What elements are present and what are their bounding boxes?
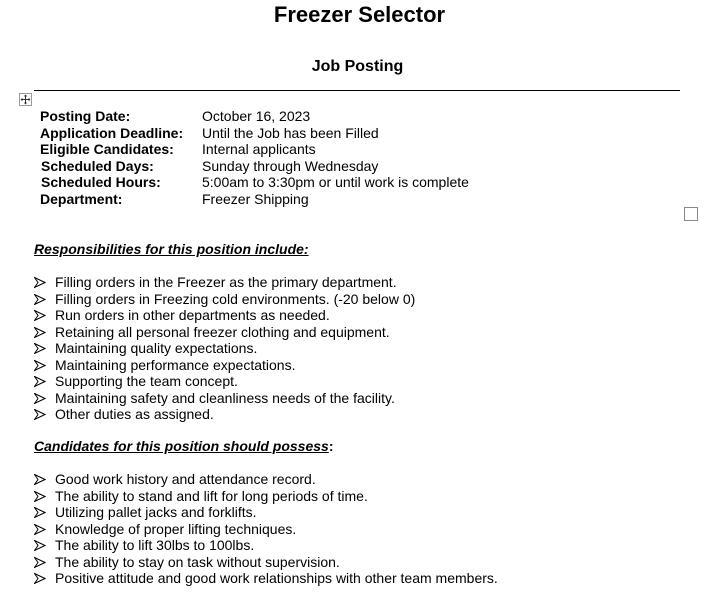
arrowhead-bullet-icon (34, 557, 46, 568)
arrowhead-bullet-icon (34, 474, 46, 485)
detail-label: Department: (40, 190, 123, 207)
header-divider (34, 90, 680, 91)
list-item-text: Maintaining safety and cleanliness needs of the facility. (55, 389, 395, 406)
document-subtitle: Job Posting (311, 58, 404, 75)
list-item-text: Filling orders in the Freezer as the primary department. (55, 274, 397, 290)
arrowhead-bullet-icon (34, 360, 46, 371)
detail-label: Eligible Candidates: (40, 141, 174, 157)
list-item-text: Retaining all personal freezer clothing and equipment. (55, 323, 390, 340)
list-item-text: Utilizing pallet jacks and forklifts. (55, 504, 257, 520)
responsibilities-heading (34, 241, 309, 258)
detail-label: Application Deadline: (40, 124, 184, 141)
list-item-text: The ability to lift 30lbs to 100lbs. (55, 537, 255, 553)
detail-value: October 16, 2023 (202, 108, 311, 124)
arrowhead-bullet-icon (34, 310, 46, 321)
list-item-text: Maintaining quality expectations. (55, 340, 258, 356)
detail-label: Scheduled Days: (41, 157, 154, 174)
list-item-text: Supporting the team concept. (55, 373, 238, 389)
list-item-text: Positive attitude and good work relationships with other team members. (55, 570, 498, 586)
arrowhead-bullet-icon (34, 343, 46, 354)
arrowhead-bullet-icon (34, 491, 46, 502)
list-item-text: Run orders in other departments as needed. (55, 307, 330, 323)
arrowhead-bullet-icon (34, 376, 46, 387)
arrowhead-bullet-icon (34, 393, 46, 404)
detail-value: Sunday through Wednesday (202, 157, 379, 174)
responsibilities-heading-text: Responsibilities for this position include: (34, 241, 309, 257)
arrowhead-bullet-icon (34, 327, 46, 338)
table-move-handle[interactable] (19, 93, 32, 106)
arrowhead-bullet-icon (34, 573, 46, 584)
document-title: Freezer Selector (273, 2, 446, 27)
detail-label: Scheduled Hours: (41, 174, 161, 190)
list-item-text: Filling orders in Freezing cold environments. (-20 below 0) (55, 290, 416, 307)
list-item-text: The ability to stand and lift for long periods of time. (55, 487, 368, 504)
arrowhead-bullet-icon (34, 507, 46, 518)
detail-value: Internal applicants (202, 141, 316, 157)
arrowhead-bullet-icon (34, 294, 46, 305)
list-item-text: The ability to stay on task without supervision. (55, 553, 340, 570)
arrowhead-bullet-icon (34, 524, 46, 535)
arrowhead-bullet-icon (34, 277, 46, 288)
table-resize-handle[interactable] (684, 207, 698, 221)
list-item-text: Knowledge of proper lifting techniques. (55, 520, 297, 537)
list-item-text: Maintaining performance expectations. (55, 356, 296, 373)
move-arrows-icon (20, 94, 31, 105)
list-item-text: Good work history and attendance record. (55, 471, 316, 487)
detail-value: Freezer Shipping (202, 190, 309, 207)
list-item-text: Other duties as assigned. (55, 406, 214, 422)
detail-label: Posting Date: (40, 108, 131, 124)
arrowhead-bullet-icon (34, 409, 46, 420)
arrowhead-bullet-icon (34, 540, 46, 551)
qualifications-heading-colon: : (328, 438, 334, 454)
qualifications-heading (34, 438, 334, 455)
qualifications-heading-text: Candidates for this position should possess (34, 438, 329, 454)
detail-value: Until the Job has been Filled (202, 124, 379, 141)
detail-value: 5:00am to 3:30pm or until work is complete (202, 174, 469, 190)
